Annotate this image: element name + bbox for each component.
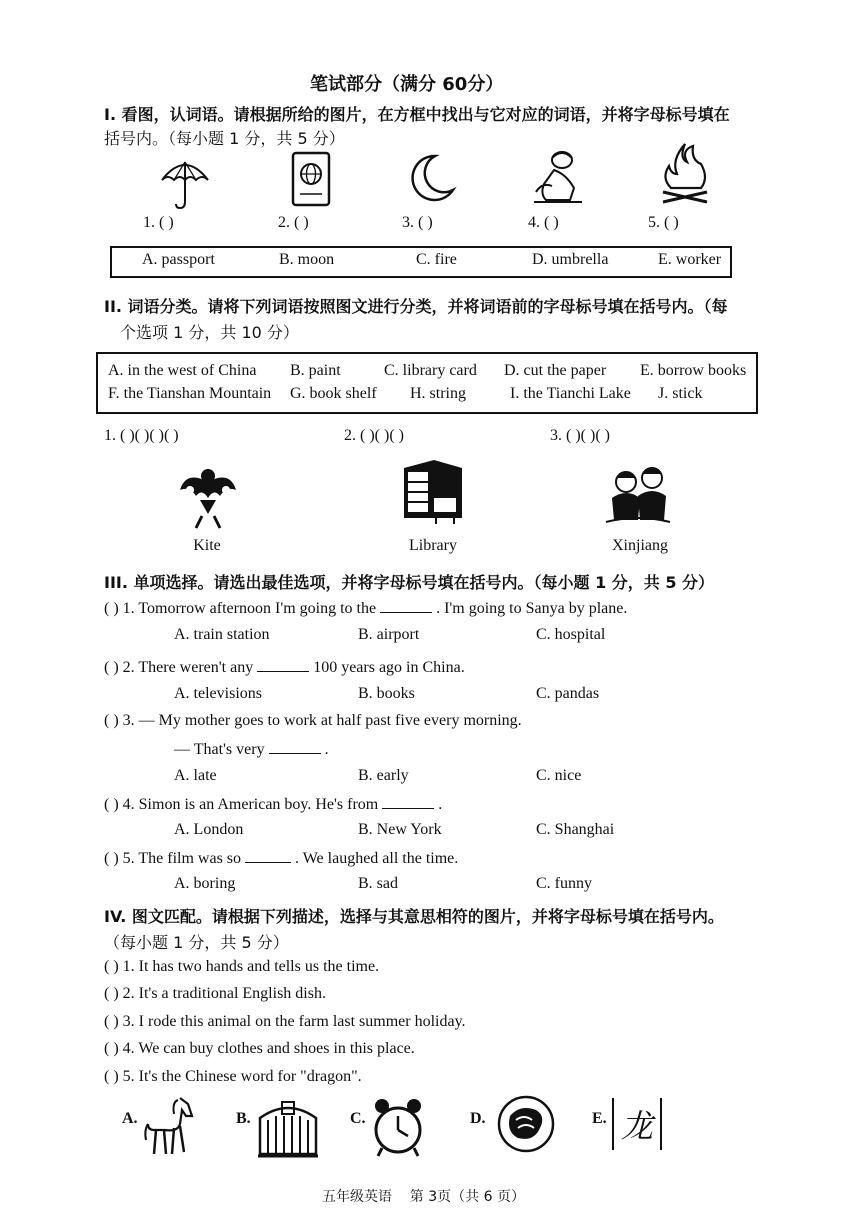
s1-bracket-1[interactable]: 1. ( ) <box>143 214 174 231</box>
building-icon <box>256 1096 320 1158</box>
s3-q1-option-c: C. hospital <box>536 626 606 643</box>
s2-group-1-brackets[interactable]: 1. ( )( )( )( ) <box>104 427 179 444</box>
answer-blank[interactable] <box>380 598 432 613</box>
s2-option-c: C. library card <box>384 362 477 379</box>
s4-label-e: E. <box>592 1110 607 1127</box>
dragon-character: 龙 <box>620 1107 653 1145</box>
s1-option-a: A. passport <box>142 251 215 268</box>
s4-label-d: D. <box>470 1110 486 1127</box>
s2-option-f: F. the Tianshan Mountain <box>108 385 272 402</box>
s4-item-3: ( ) 3. I rode this animal on the farm last summer holiday. <box>104 1013 466 1030</box>
umbrella-icon <box>158 156 212 210</box>
answer-blank[interactable] <box>257 657 309 672</box>
s3-q3-option-a: A. late <box>174 767 217 784</box>
s2-option-i: I. the Tianchi Lake <box>510 385 631 402</box>
kite-icon <box>176 462 240 530</box>
s2-option-a: A. in the west of China <box>108 362 257 379</box>
s3-q1-option-b: B. airport <box>358 626 420 643</box>
caption-library: Library <box>409 537 457 554</box>
s4-label-b: B. <box>236 1110 251 1127</box>
s3-question-3: ( ) 3. — My mother goes to work at half past five every morning. <box>104 712 522 729</box>
page-footer: 五年级英语 第 3页（共 6 页） <box>322 1189 525 1205</box>
fire-icon <box>657 140 713 206</box>
section-2-heading-cont: 个选项 1 分，共 10 分） <box>120 323 299 342</box>
s3-q2-option-a: A. televisions <box>174 685 262 702</box>
answer-blank[interactable] <box>269 739 321 754</box>
s1-option-d: D. umbrella <box>532 251 609 268</box>
s1-bracket-4[interactable]: 4. ( ) <box>528 214 559 231</box>
s3-q1-option-a: A. train station <box>174 626 270 643</box>
moon-icon <box>405 152 457 204</box>
s3-question-3-reply: — That's very . <box>174 741 329 758</box>
section-1-heading-cont: 括号内。（每小题 1 分，共 5 分） <box>104 129 345 148</box>
page-title: 笔试部分（满分 60分） <box>310 74 504 95</box>
section-1-heading: I. 看图，认词语。请根据所给的图片，在方框中找出与它对应的词语，并将字母标号填在 <box>104 105 730 124</box>
xinjiang-icon <box>602 458 674 530</box>
s4-label-a: A. <box>122 1110 138 1127</box>
answer-blank[interactable] <box>382 794 434 809</box>
section-4-heading: IV. 图文匹配。请根据下列描述，选择与其意思相符的图片，并将字母标号填在括号内。 <box>104 907 724 926</box>
s3-question-1: ( ) 1. Tomorrow afternoon I'm going to the . I'm going to Sanya by plane. <box>104 600 628 617</box>
s3-q4-option-b: B. New York <box>358 821 442 838</box>
s1-option-e: E. worker <box>658 251 722 268</box>
s3-q4-option-c: C. Shanghai <box>536 821 615 838</box>
section-3-heading: III. 单项选择。请选出最佳选项，并将字母标号填在括号内。（每小题 1 分，共 5 分） <box>104 573 715 592</box>
alarm-clock-icon <box>370 1096 426 1158</box>
s2-option-h: H. string <box>410 385 466 402</box>
s3-q2-option-b: B. books <box>358 685 415 702</box>
s2-option-g: G. book shelf <box>290 385 377 402</box>
s3-q4-option-a: A. London <box>174 821 244 838</box>
s3-question-2: ( ) 2. There weren't any 100 years ago in China. <box>104 659 465 676</box>
s4-item-1: ( ) 1. It has two hands and tells us the time. <box>104 958 380 975</box>
s1-bracket-5[interactable]: 5. ( ) <box>648 214 679 231</box>
horse-icon <box>142 1094 198 1160</box>
s2-option-e: E. borrow books <box>640 362 747 379</box>
caption-xinjiang: Xinjiang <box>612 537 668 554</box>
s3-q2-option-c: C. pandas <box>536 685 600 702</box>
s3-q5-option-a: A. boring <box>174 875 236 892</box>
s2-option-d: D. cut the paper <box>504 362 607 379</box>
s2-group-2-brackets[interactable]: 2. ( )( )( ) <box>344 427 404 444</box>
s3-question-5: ( ) 5. The film was so . We laughed all the time. <box>104 850 459 867</box>
s2-group-3-brackets[interactable]: 3. ( )( )( ) <box>550 427 610 444</box>
s4-label-c: C. <box>350 1110 366 1127</box>
answer-blank[interactable] <box>245 848 291 863</box>
s1-bracket-2[interactable]: 2. ( ) <box>278 214 309 231</box>
s4-item-2: ( ) 2. It's a traditional English dish. <box>104 985 326 1002</box>
s3-q5-option-b: B. sad <box>358 875 398 892</box>
passport-icon <box>290 150 334 210</box>
caption-kite: Kite <box>193 537 221 554</box>
s2-option-b: B. paint <box>290 362 341 379</box>
s3-question-4: ( ) 4. Simon is an American boy. He's from . <box>104 796 443 813</box>
s3-q5-option-c: C. funny <box>536 875 592 892</box>
s4-item-5: ( ) 5. It's the Chinese word for "dragon". <box>104 1068 362 1085</box>
s4-item-4: ( ) 4. We can buy clothes and shoes in this place. <box>104 1040 415 1057</box>
chinese-character-icon <box>612 1098 662 1150</box>
s1-option-b: B. moon <box>279 251 335 268</box>
s1-option-c: C. fire <box>416 251 457 268</box>
worker-icon <box>530 148 586 208</box>
library-icon <box>400 456 466 528</box>
section-4-heading-cont: （每小题 1 分，共 5 分） <box>104 933 289 952</box>
s1-bracket-3[interactable]: 3. ( ) <box>402 214 433 231</box>
s3-q3-option-b: B. early <box>358 767 409 784</box>
dish-icon <box>496 1094 556 1154</box>
s2-option-j: J. stick <box>658 385 703 402</box>
section-2-heading: II. 词语分类。请将下列词语按照图文进行分类，并将词语前的字母标号填在括号内。（每 <box>104 297 728 316</box>
s3-q3-option-c: C. nice <box>536 767 582 784</box>
